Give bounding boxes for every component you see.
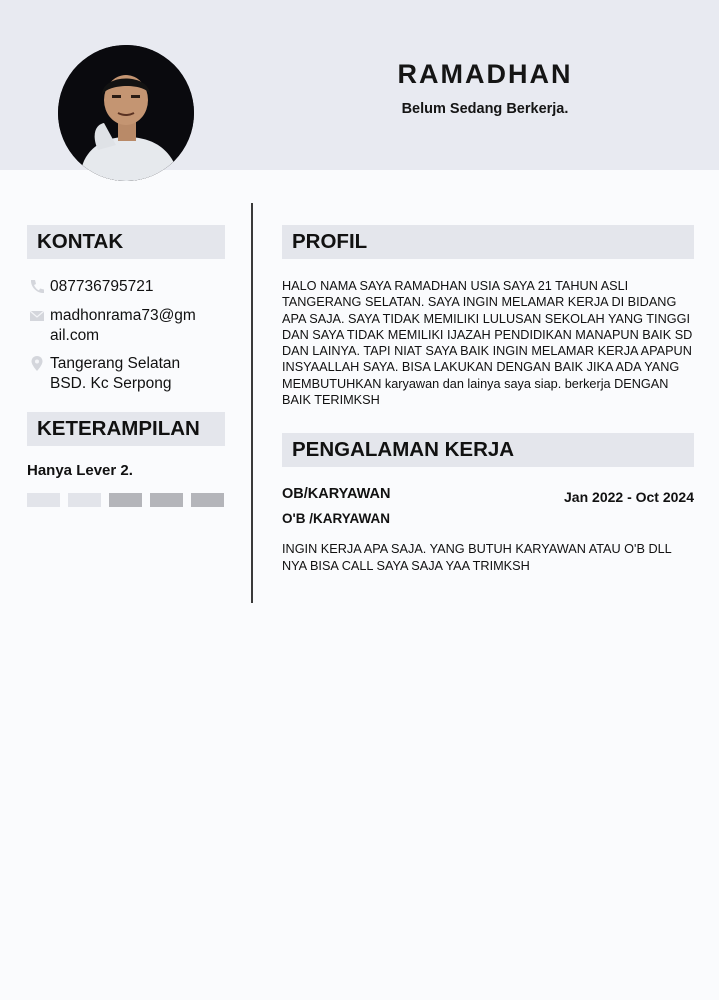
email-address[interactable]: [50, 306, 196, 346]
phone-number[interactable]: 087736795721: [50, 278, 154, 295]
skills-heading: KETERAMPILAN: [37, 417, 200, 440]
address: [50, 354, 180, 394]
contact-heading: KONTAK: [37, 230, 124, 253]
location-pin-icon: [28, 355, 48, 373]
job-dates: Jan 2022 - Oct 2024: [564, 489, 694, 505]
skill-level-segment: [150, 493, 183, 507]
experience-heading: PENGALAMAN KERJA: [292, 438, 515, 461]
experience-section-header: [282, 433, 694, 467]
profile-section-header: [282, 225, 694, 259]
mail-icon: [28, 307, 48, 325]
job-description: INGIN KERJA APA SAJA. YANG BUTUH KARYAWAN ATAU O'B DLL NYA BISA CALL SAYA SAJA YAA TRIMKSH: [282, 542, 672, 573]
contact-phone-row: [28, 277, 153, 297]
phone-icon: [28, 278, 48, 296]
contact-section-header: [27, 225, 225, 259]
skill-level-segment: [191, 493, 224, 507]
profile-photo: [58, 45, 194, 181]
column-divider: [251, 203, 253, 603]
contact-address-row: [28, 354, 180, 394]
profile-heading: PROFIL: [292, 230, 368, 253]
job-company: O'B /KARYAWAN: [282, 511, 390, 526]
person-name: RAMADHAN: [397, 59, 573, 89]
job-status: Belum Sedang Berkerja.: [401, 101, 569, 117]
skill-level-segment: [68, 493, 101, 507]
skill-level-segment: [109, 493, 142, 507]
skills-section-header: [27, 412, 225, 446]
skill-item: Hanya Lever 2.: [27, 462, 133, 479]
skill-level-segment: [27, 493, 60, 507]
email-line-1: madhonrama73@gm: [50, 307, 196, 324]
address-line-2: BSD. Kc Serpong: [50, 375, 172, 392]
email-line-2: ail.com: [50, 327, 100, 344]
address-line-1: Tangerang Selatan: [50, 355, 181, 372]
profile-summary: HALO NAMA SAYA RAMADHAN USIA SAYA 21 TAHUN ASLI TANGERANG SELATAN. SAYA INGIN MELAMAR KERJA DI BIDANG APA SAJA. SAYA TIDAK MEMILIKI LULUSAN SEKOLAH YANG TINGGI DAN SAYA TIDAK MEMILIKI IJAZAH PENDIDIKAN MANAPUN BAIK SD DAN LAINYA. TAPI NIAT SAYA BAIK INGIN MELAMAR KERJA APAPUN INSYAALLAH SAYA. BISA LAKUKAN DENGAN BAIK JIKA ADA YANG MEMBUTUHKAN karyawan dan lainya saya siap. berkerja DENGAN BAIK TERIMKSH: [282, 279, 693, 408]
skill-level-meter: [27, 493, 232, 507]
job-title: OB/KARYAWAN: [282, 486, 391, 502]
contact-email-row: [28, 306, 196, 346]
